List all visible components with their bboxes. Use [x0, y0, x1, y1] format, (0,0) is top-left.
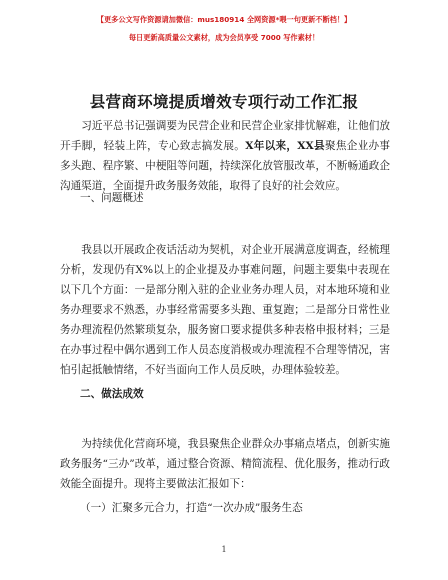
intro-paragraph: [60, 116, 391, 192]
intro-rest-text: 聚焦企业办事多头跑、程序繁、中梗阻等问题，持续深化放管服改革，不断畅通政企沟通渠道，全面提升政务服务效能，取得了良好的社会效应。: [60, 140, 391, 192]
page-number: 1: [221, 545, 227, 554]
promo-banner-line-1: 【更多公文写作资源请加微信：mus180914 全网资源*喂一句更新不断档！】: [96, 15, 352, 24]
subheading-1: （一）汇聚多元合力，打造“一次办成”服务生态: [80, 502, 303, 514]
intro-bold-text: X年以来，XX县: [245, 140, 325, 152]
intro-text: 习近平总书记强调要为民营企业和民营企业家排忧解难，让他们放开手脚，轻装上阵，专心致志搞发展。: [60, 120, 390, 152]
section-1-paragraph: 我县以开展政企夜话活动为契机，对企业开展满意度调查，经梳理分析，发现仍有X%以上的企业提及办事难问题，问题主要集中表现在以下几个方面：一是部分刚入驻的企业业务办理人员，对本地环境和业务办理要求不熟悉，办事经常需要多头跑、重复跑；二是部分日常性业务办理流程仍然繁琐复杂，服务窗口要求提供多种表格申报材料；三是在办事过程中偶尔遇到工作人员态度消极或办理流程不合理等情况，害怕引起抵触情绪，不好当面向工作人员反映，办理体验较差。: [60, 244, 390, 376]
document-title: 县营商环境提质增效专项行动工作汇报: [89, 92, 359, 111]
section-2-paragraph: 为持续优化营商环境，我县聚焦企业群众办事痛点堵点，创新实施政务服务“三办”改革，通过整合资源、精简流程、优化服务，推动行政效能全面提升。现将主要做法汇报如下：: [60, 438, 390, 490]
promo-banner-line-2: 每日更新高质量公文素材，成为会员享受 7000 写作素材！: [128, 33, 320, 42]
section-1-heading: 一、问题概述: [80, 192, 144, 204]
section-2-heading: 二、做法成效: [80, 388, 144, 400]
